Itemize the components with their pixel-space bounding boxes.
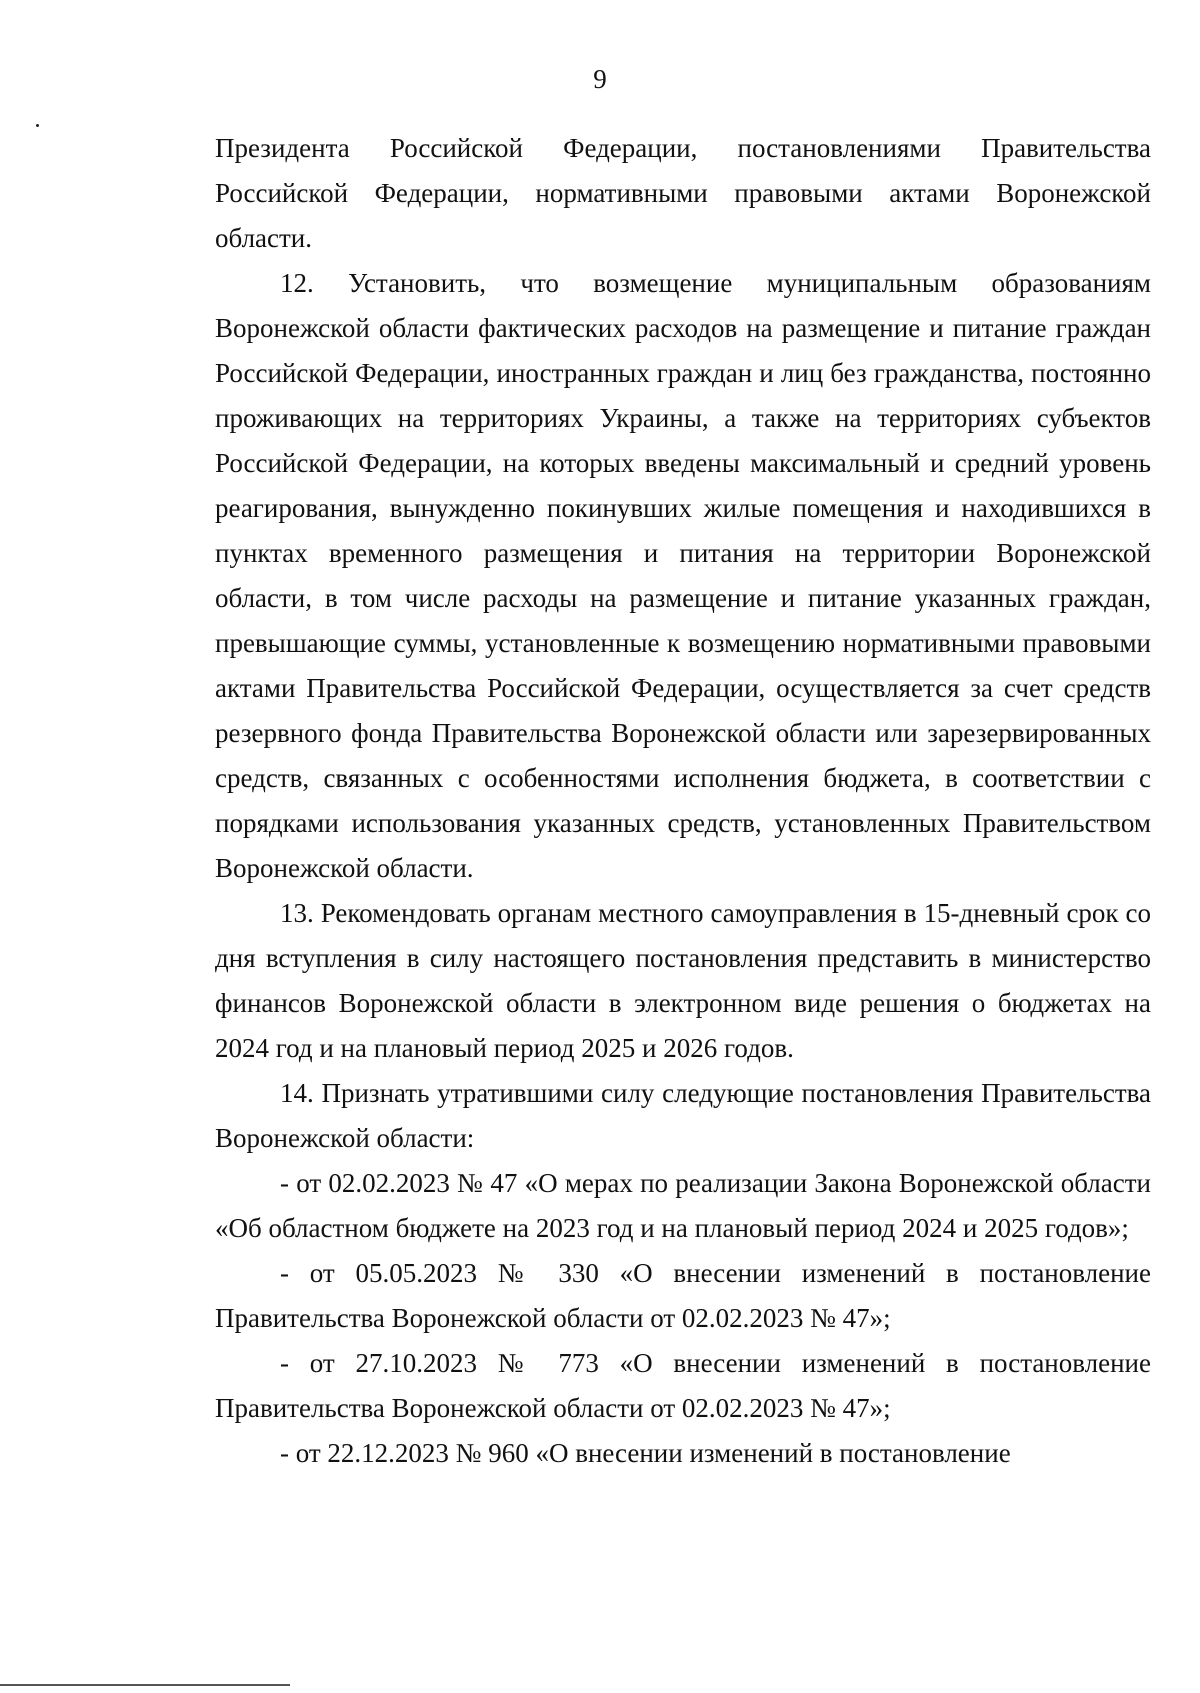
paragraph-continuation: Президента Российской Федерации, постановлениями Правительства Российской Федерации, нормативными правовыми актами Воронежской области.: [215, 133, 1151, 253]
repealed-act-item: - от 27.10.2023 № 773 «О внесении изменений в постановление Правительства Воронежской области от 02.02.2023 № 47»;: [215, 1348, 1151, 1423]
page-number: 9: [593, 64, 607, 94]
repealed-act-item: - от 22.12.2023 № 960 «О внесении изменений в постановление: [280, 1438, 1011, 1468]
repealed-act-item: - от 02.02.2023 № 47 «О мерах по реализации Закона Воронежской области «Об областном бюджете на 2023 год и на плановый период 2024 и 2025 годов»;: [215, 1168, 1151, 1243]
bottom-scan-rule: [0, 1684, 290, 1686]
document-body: [215, 126, 1151, 1476]
scan-artifact-dot: [36, 124, 39, 127]
paragraph-item-14: 14. Признать утратившими силу следующие постановления Правительства Воронежской области:: [215, 1078, 1151, 1153]
repealed-act-item: - от 05.05.2023 № 330 «О внесении изменений в постановление Правительства Воронежской области от 02.02.2023 № 47»;: [215, 1258, 1151, 1333]
paragraph-item-13: 13. Рекомендовать органам местного самоуправления в 15-дневный срок со дня вступления в силу настоящего постановления представить в министерство финансов Воронежской области в электронном виде решения о бюджетах на 2024 год и на плановый период 2025 и 2026 годов.: [215, 898, 1151, 1063]
paragraph-item-12: 12. Установить, что возмещение муниципальным образованиям Воронежской области фактических расходов на размещение и питание граждан Российской Федерации, иностранных граждан и лиц без гражданства, постоянно проживающих на территориях Украины, а также на территориях субъектов Российской Федерации, на которых введены максимальный и средний уровень реагирования, вынужденно покинувших жилые помещения и находившихся в пунктах временного размещения и питания на территории Воронежской области, в том числе расходы на размещение и питание указанных граждан, превышающие суммы, установленные к возмещению нормативными правовыми актами Правительства Российской Федерации, осуществляется за счет средств резервного фонда Правительства Воронежской области или зарезервированных средств, связанных с особенностями исполнения бюджета, в соответствии с порядками использования указанных средств, установленных Правительством Воронежской области.: [215, 268, 1151, 883]
